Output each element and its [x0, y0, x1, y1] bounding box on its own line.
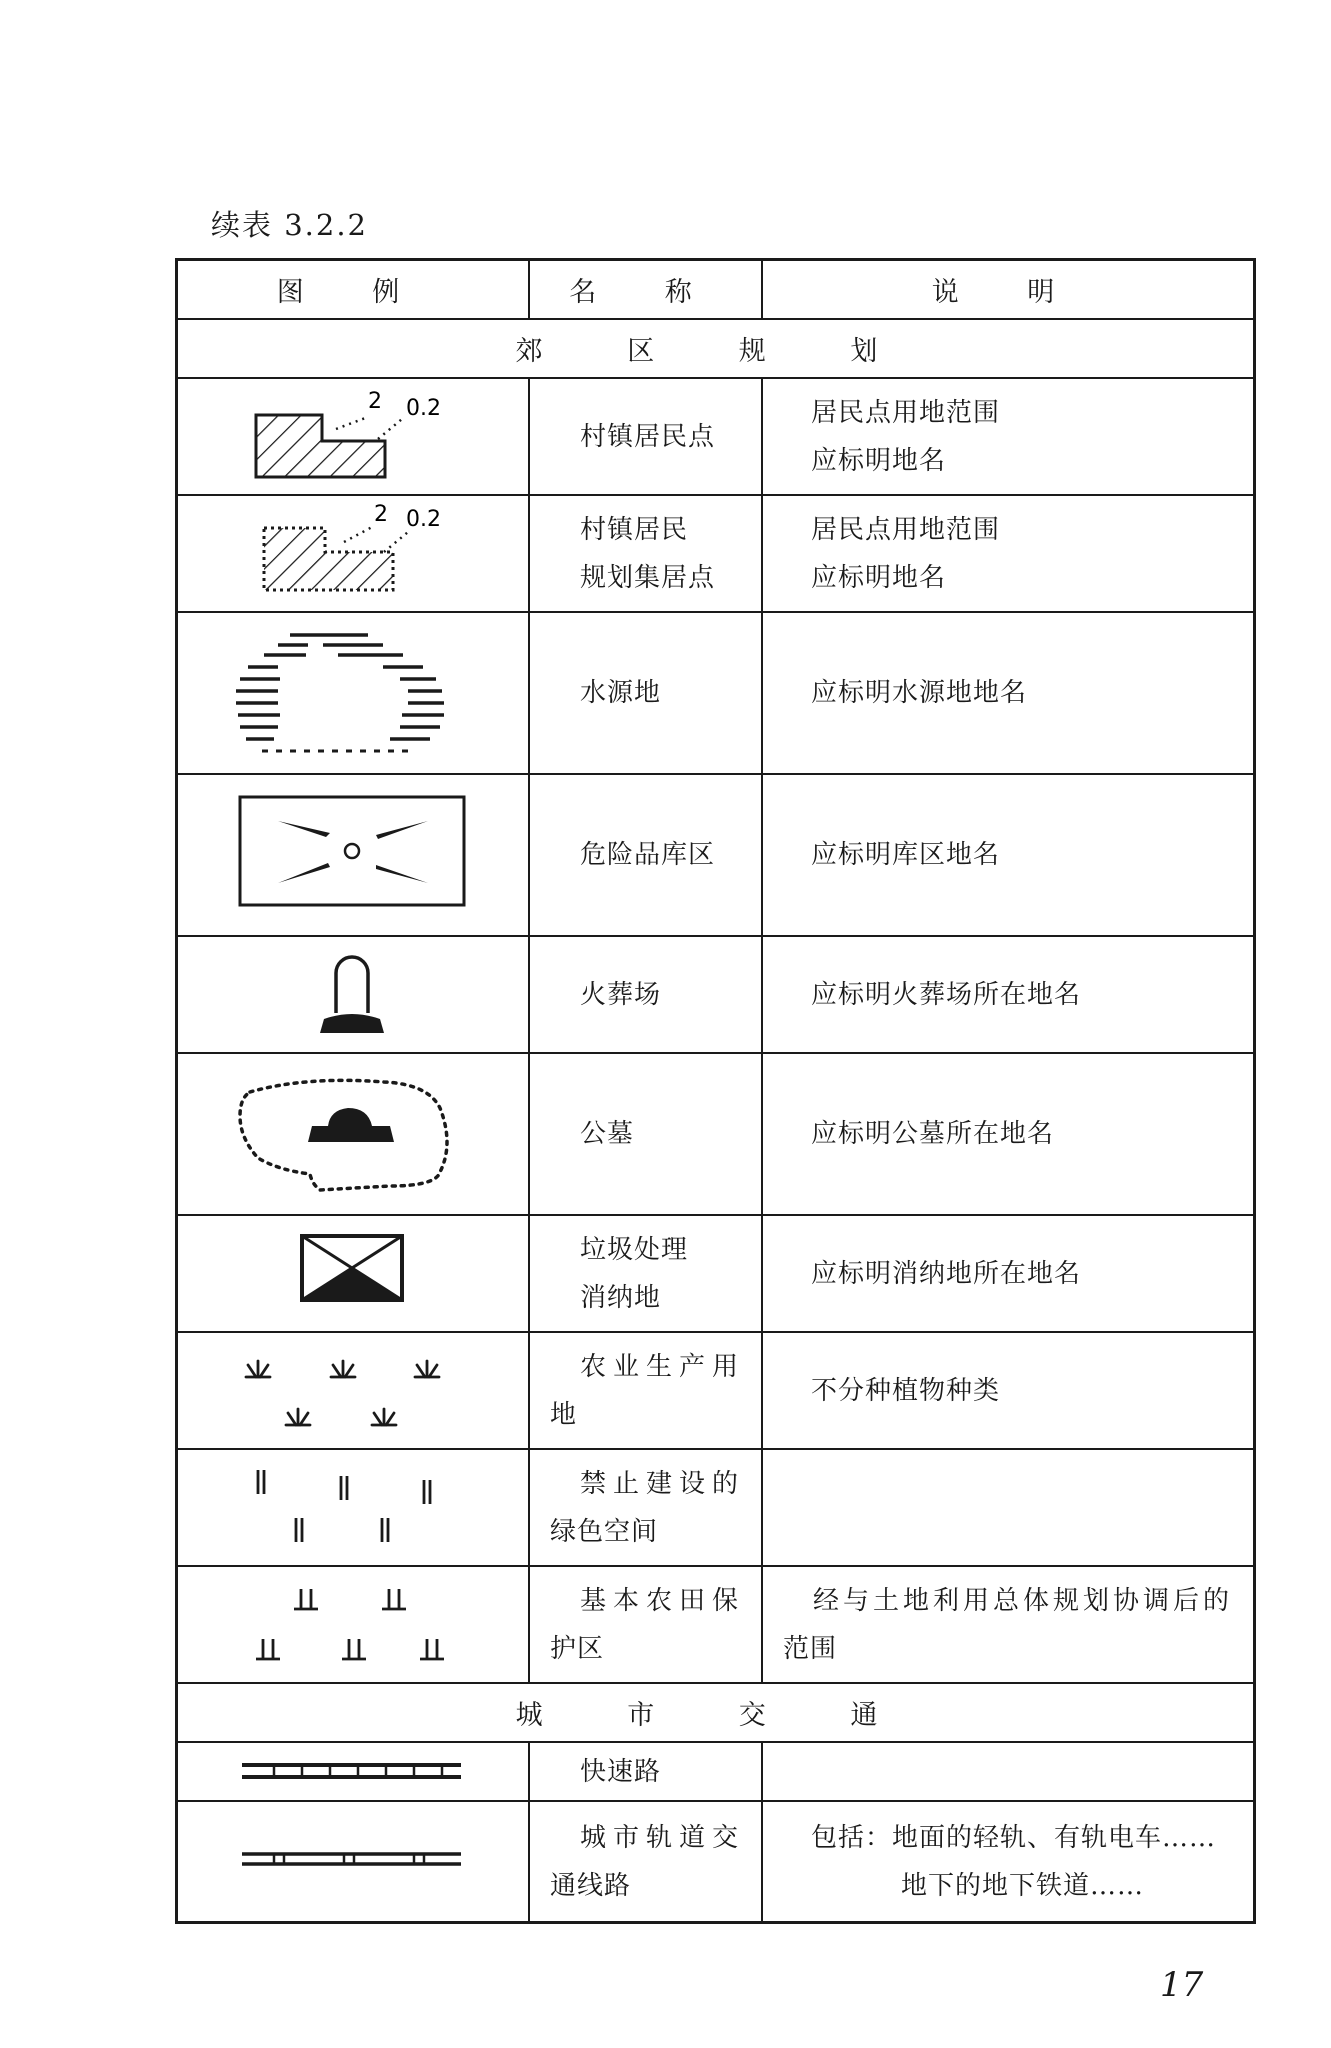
row-name: 地	[550, 1399, 578, 1430]
table-row	[178, 613, 1253, 775]
page-number: 17	[1160, 1965, 1204, 2005]
table-row	[178, 775, 1253, 937]
row-name: 护区	[550, 1633, 605, 1664]
table-row	[178, 1450, 1253, 1567]
row-name: 绿色空间	[550, 1516, 659, 1547]
table-row	[178, 1567, 1253, 1684]
table-row	[178, 1054, 1253, 1216]
row-name: 危险品库区	[580, 840, 716, 870]
row-name: 火葬场	[580, 979, 662, 1010]
farmland-symbol	[178, 1333, 528, 1450]
table-caption: 续表 3.2.2	[211, 208, 369, 242]
row-desc: 包括：地面的轻轨、有轨电车……	[811, 1822, 1217, 1853]
water-source-symbol	[178, 613, 528, 775]
row-name: 禁止建设的	[580, 1468, 746, 1499]
section-row-traffic	[178, 1684, 1253, 1743]
row-desc: 应标明水源地地名	[811, 678, 1028, 708]
table-row	[178, 1333, 1253, 1450]
basic-farmland-symbol	[178, 1567, 528, 1684]
village-settlement-symbol	[178, 379, 528, 496]
table-row	[178, 1802, 1253, 1921]
row-name: 水源地	[580, 678, 662, 708]
row-desc: 应标明地名	[811, 445, 947, 476]
urban-rail-symbol	[178, 1802, 528, 1921]
green-space-symbol	[178, 1450, 528, 1567]
table-row	[178, 496, 1253, 613]
cemetery-symbol	[178, 1054, 528, 1216]
row-name: 垃圾处理	[580, 1234, 689, 1265]
table-row	[178, 1743, 1253, 1802]
row-desc: 经与土地利用总体规划协调后的	[813, 1585, 1234, 1616]
header-desc: 说 明	[931, 277, 1085, 308]
section-row-suburban	[178, 320, 1253, 379]
row-desc: 应标明库区地名	[811, 840, 1001, 870]
planned-settlement-symbol	[178, 496, 528, 613]
waste-disposal-symbol	[178, 1216, 528, 1333]
expressway-symbol	[178, 1743, 528, 1802]
row-name: 快速路	[580, 1756, 662, 1787]
row-desc: 居民点用地范围	[811, 397, 1001, 428]
header-name: 名 称	[569, 277, 722, 308]
row-name: 基本农田保	[580, 1585, 746, 1616]
row-desc: 应标明公墓所在地名	[811, 1119, 1055, 1149]
row-desc: 应标明地名	[811, 562, 947, 593]
row-name: 公墓	[580, 1119, 635, 1149]
row-desc: 地下的地下铁道……	[901, 1870, 1145, 1901]
row-desc: 应标明消纳地所在地名	[811, 1258, 1082, 1289]
row-name: 消纳地	[580, 1282, 662, 1313]
table-row	[178, 937, 1253, 1054]
row-desc: 居民点用地范围	[811, 514, 1001, 545]
header-legend: 图 例	[276, 277, 430, 308]
row-desc: 范围	[783, 1633, 838, 1664]
row-name: 规划集居点	[580, 562, 716, 593]
table-row	[178, 379, 1253, 496]
section-title-suburban: 郊 区 规 划	[515, 336, 916, 367]
dimension-label: 2	[368, 389, 382, 414]
dimension-label: 2	[374, 502, 388, 527]
hazardous-depot-symbol	[178, 775, 528, 937]
row-desc: 不分种植物种类	[811, 1375, 1001, 1406]
table-header-row	[178, 261, 1253, 320]
dimension-label: 0.2	[406, 507, 441, 532]
table-row	[178, 1216, 1253, 1333]
legend-table	[175, 258, 1256, 1924]
row-name: 村镇居民点	[580, 421, 716, 452]
row-name: 城市轨道交	[580, 1822, 746, 1853]
section-title-traffic: 城 市 交 通	[515, 1700, 916, 1731]
dimension-label: 0.2	[406, 396, 441, 421]
row-name: 村镇居民	[580, 514, 689, 545]
row-name: 农业生产用	[580, 1351, 746, 1382]
crematorium-symbol	[178, 937, 528, 1054]
row-name: 通线路	[550, 1870, 632, 1901]
row-desc: 应标明火葬场所在地名	[811, 979, 1082, 1010]
